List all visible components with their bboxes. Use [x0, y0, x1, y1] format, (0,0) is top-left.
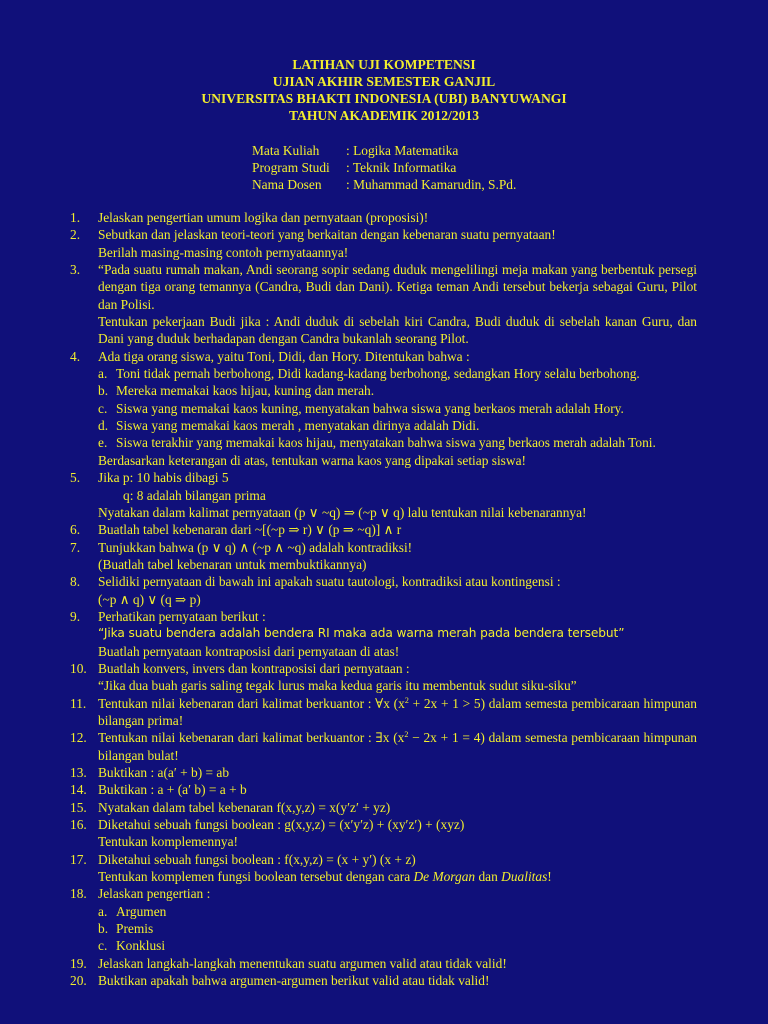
document-header: [0, 56, 768, 124]
program-row: [252, 159, 516, 176]
question-text: q: 8 adalah bilangan prima: [123, 487, 266, 503]
question-number: 15.: [70, 799, 87, 815]
question-text: Tentukan komplemennya!: [98, 834, 238, 850]
question-18: [70, 885, 697, 954]
sub-item: [98, 920, 697, 937]
question-list: [70, 209, 697, 989]
question-13: [70, 764, 697, 781]
question-4: [70, 348, 697, 469]
question-number: 19.: [70, 955, 87, 971]
question-text: Buatlah tabel kebenaran dari ~[(~p ⇒ r) ∨ (p ⇒ ~q)] ∧ r: [98, 522, 402, 538]
sub-item-text: Siswa terakhir yang memakai kaos hijau, menyatakan bahwa siswa yang berkaos merah adalah Toni.: [116, 435, 656, 451]
question-number: 5.: [70, 470, 81, 486]
question-text: Perhatikan pernyataan berikut :: [98, 608, 266, 624]
question-number: 18.: [70, 886, 87, 902]
question-text-part: − 2x + 1 = 4) dalam semesta pembicaraan himpunan bilangan bulat!: [98, 730, 697, 763]
question-3: [70, 261, 697, 348]
question-quote: “Jika dua buah garis saling tegak lurus maka kedua garis itu membentuk sudut siku-siku”: [98, 678, 577, 694]
question-number: 14.: [70, 782, 87, 798]
question-text: Jelaskan pengertian :: [98, 886, 211, 902]
sub-item-text: Siswa yang memakai kaos merah , menyatakan dirinya adalah Didi.: [116, 418, 480, 434]
question-14: [70, 781, 697, 798]
question-number: 6.: [70, 522, 81, 538]
question-20: [70, 972, 697, 989]
sub-item-letter: e.: [98, 435, 108, 451]
sub-item-letter: a.: [98, 366, 108, 382]
question-number: 20.: [70, 973, 87, 989]
question-quote: “Jika suatu bendera adalah bendera RI maka ada warna merah pada bendera tersebut”: [98, 626, 625, 641]
exponent: 2: [404, 695, 409, 705]
question-text: Sebutkan dan jelaskan teori-teori yang berkaitan dengan kebenaran suatu pernyataan!: [98, 227, 556, 243]
question-11: [70, 695, 697, 730]
question-number: 3.: [70, 262, 81, 278]
header-year: TAHUN AKADEMIK 2012/2013: [288, 108, 480, 123]
program-value: : Teknik Informatika: [346, 160, 457, 175]
sub-item-text: Toni tidak pernah berbohong, Didi kadang-kadang berbohong, sedangkan Hory selalu berbohong.: [116, 366, 640, 382]
question-number: 2.: [70, 227, 81, 243]
question-text: Tunjukkan bahwa (p ∨ q) ∧ (~p ∧ ~q) adalah kontradiksi!: [98, 539, 413, 555]
question-text: Jelaskan langkah-langkah menentukan suatu argumen valid atau tidak valid!: [98, 955, 507, 971]
course-row: [252, 142, 516, 159]
question-19: [70, 955, 697, 972]
header-university: UNIVERSITAS BHAKTI INDONESIA (UBI) BANYUWANGI: [201, 91, 567, 106]
question-5: [70, 469, 697, 521]
course-value: : Logika Matematika: [346, 143, 459, 158]
question-number: 17.: [70, 851, 87, 867]
sub-item-letter: b.: [98, 383, 109, 399]
lecturer-label: Nama Dosen: [252, 177, 322, 192]
sub-item-text: Mereka memakai kaos hijau, kuning dan merah.: [116, 383, 375, 399]
sub-item-text: Siswa yang memakai kaos kuning, menyatakan bahwa siswa yang berkaos merah adalah Hory.: [116, 400, 624, 416]
sub-item: [98, 417, 697, 434]
sub-item-text: Premis: [116, 921, 154, 937]
course-label: Mata Kuliah: [252, 143, 320, 158]
question-9: [70, 608, 697, 660]
question-text: Buatlah pernyataan kontraposisi dari pernyataan di atas!: [98, 643, 400, 659]
exponent: 2: [404, 730, 409, 740]
question-text: “Pada suatu rumah makan, Andi seorang sopir sedang duduk mengelilingi meja makan yang berbentuk persegi dengan tiga orang temannya (Candra, Budi dan Dani). Ketiga teman Andi tersebut bekerja sebagai Guru, Pilot dan Polisi.: [98, 262, 697, 312]
sub-item: [98, 434, 697, 451]
question-number: 11.: [70, 695, 87, 711]
sub-item-text: Argumen: [116, 903, 167, 919]
question-text-part: dan: [475, 869, 502, 885]
question-text: [98, 868, 697, 885]
question-text-part: + 2x + 1 > 5) dalam semesta pembicaraan himpunan bilangan prima!: [98, 695, 698, 728]
question-text: Berdasarkan keterangan di atas, tentukan warna kaos yang dipakai setiap siswa!: [98, 452, 526, 468]
question-text: [98, 695, 697, 730]
sub-item-letter: a.: [98, 903, 108, 919]
question-number: 1.: [70, 210, 81, 225]
question-12: [70, 729, 697, 764]
sub-item: [98, 400, 697, 417]
question-1: [70, 209, 697, 226]
sub-item-letter: d.: [98, 418, 109, 434]
question-text: Berilah masing-masing contoh pernyataannya!: [98, 244, 349, 260]
question-17: [70, 851, 697, 886]
lecturer-value: : Muhammad Kamarudin, S.Pd.: [346, 177, 517, 192]
question-number: 16.: [70, 817, 87, 833]
term-dualitas: Dualitas: [501, 869, 548, 885]
question-text: Jika p: 10 habis dibagi 5: [98, 470, 229, 486]
program-label: Program Studi: [252, 160, 330, 175]
question-text-part: Tentukan komplemen fungsi boolean tersebut dengan cara: [98, 869, 414, 885]
question-text-part: Tentukan nilai kebenaran dari kalimat berkuantor : ∀x (x: [98, 695, 405, 711]
sub-item-letter: c.: [98, 400, 108, 416]
sub-item: [98, 937, 697, 954]
sub-item-letter: b.: [98, 921, 109, 937]
question-text: Ada tiga orang siswa, yaitu Toni, Didi, dan Hory. Ditentukan bahwa :: [98, 348, 470, 364]
question-text: Buatlah konvers, invers dan kontraposisi dari pernyataan :: [98, 660, 410, 676]
question-16: [70, 816, 697, 851]
sub-item: [98, 365, 697, 382]
lecturer-row: [252, 176, 516, 193]
question-number: 8.: [70, 574, 81, 590]
question-text: Buktikan apakah bahwa argumen-argumen berikut valid atau tidak valid!: [98, 973, 490, 989]
question-text: Nyatakan dalam kalimat pernyataan (p ∨ ~q) ⇒ (~p ∨ q) lalu tentukan nilai kebenarannya!: [98, 504, 587, 520]
question-text: Nyatakan dalam tabel kebenaran f(x,y,z) = x(y′z′ + yz): [98, 799, 391, 815]
question-number: 4.: [70, 348, 81, 364]
question-text: (~p ∧ q) ∨ (q ⇒ p): [98, 591, 201, 607]
question-text: Diketahui sebuah fungsi boolean : f(x,y,z) = (x + y′) (x + z): [98, 851, 416, 867]
question-7: [70, 539, 697, 574]
question-10: [70, 660, 697, 695]
question-number: 7.: [70, 539, 81, 555]
question-6: [70, 521, 697, 538]
question-text: Buktikan : a + (a′ b) = a + b: [98, 782, 247, 798]
header-exam: UJIAN AKHIR SEMESTER GANJIL: [272, 74, 496, 89]
question-text: Tentukan pekerjaan Budi jika : Andi duduk di sebelah kiri Candra, Budi duduk di sebelah kanan Guru, dan Dani yang duduk berhadapan dengan Candra bukanlah seorang Pilot.: [98, 314, 697, 347]
question-number: 13.: [70, 765, 87, 780]
sub-item: [98, 903, 697, 920]
term-de-morgan: De Morgan: [413, 869, 476, 885]
question-number: 12.: [70, 730, 87, 746]
question-text: Buktikan : a(a′ + b) = ab: [98, 765, 230, 780]
question-text: Jelaskan pengertian umum logika dan pernyataan (proposisi)!: [98, 210, 429, 225]
sub-item-letter: c.: [98, 938, 108, 954]
sub-item: [98, 382, 697, 399]
question-15: [70, 799, 697, 816]
question-text: (Buatlah tabel kebenaran untuk membuktikannya): [98, 556, 367, 572]
question-text: Diketahui sebuah fungsi boolean : g(x,y,z) = (x′y′z) + (xy′z′) + (xyz): [98, 817, 465, 833]
header-title: LATIHAN UJI KOMPETENSI: [292, 57, 476, 72]
question-text-part: !: [547, 869, 552, 885]
question-text: Selidiki pernyataan di bawah ini apakah suatu tautologi, kontradiksi atau kontingensi :: [98, 574, 561, 590]
question-number: 9.: [70, 608, 81, 624]
question-text-part: Tentukan nilai kebenaran dari kalimat berkuantor : ∃x (x: [98, 730, 405, 746]
question-text: [98, 729, 697, 764]
question-number: 10.: [70, 660, 87, 676]
question-2: [70, 226, 697, 261]
sub-item-text: Konklusi: [116, 938, 166, 954]
question-8: [70, 573, 697, 608]
course-info: [252, 142, 516, 193]
